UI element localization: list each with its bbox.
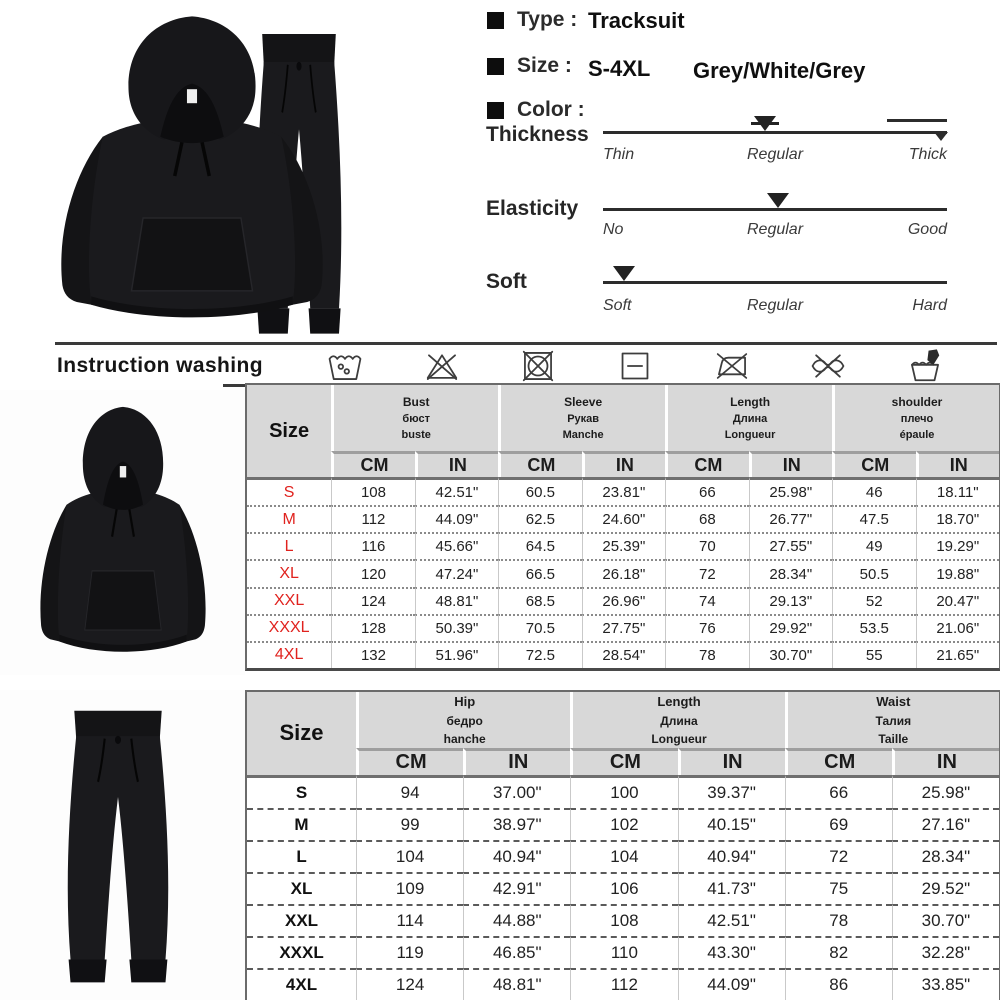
size-cell: M — [247, 505, 331, 532]
value-cell: 108 — [570, 904, 677, 936]
value-cell: 76 — [665, 614, 748, 641]
value-cell: 28.34" — [749, 559, 832, 586]
thickness-label: Thickness — [486, 123, 589, 146]
value-cell: 53.5 — [832, 614, 915, 641]
measurement-label-ru: Рукав — [567, 412, 600, 425]
measurement-header — [570, 692, 784, 748]
table-row — [247, 587, 999, 614]
size-column-header: Size — [247, 692, 356, 775]
value-cell: 66 — [785, 775, 892, 808]
do-not-tumble-dry-icon — [519, 347, 557, 385]
value-cell: 41.73" — [678, 872, 785, 904]
measurement-label-en: shoulder — [891, 394, 943, 409]
value-cell: 46 — [832, 477, 915, 505]
value-cell: 21.06" — [916, 614, 1000, 641]
value-cell: 30.70" — [892, 904, 999, 936]
hoodie-size-table-wrap — [245, 383, 1000, 671]
table-row — [247, 904, 999, 936]
measurement-label-fr: hanche — [443, 731, 486, 746]
value-cell: 75 — [785, 872, 892, 904]
value-cell: 44.09" — [415, 505, 498, 532]
type-row — [487, 8, 577, 32]
value-cell: 18.11" — [916, 477, 1000, 505]
thickness-mid-label: Regular — [746, 146, 804, 163]
measurement-label-en: Length — [730, 394, 771, 409]
value-cell: 29.13" — [749, 587, 832, 614]
square-bullet-icon — [487, 58, 504, 75]
color-note: Grey/White/Grey — [693, 58, 866, 83]
unit-cm-header: CM — [665, 451, 748, 477]
value-cell: 33.85" — [892, 968, 999, 1000]
thickness-marker-crossbar — [751, 122, 779, 125]
value-cell: 30.70" — [749, 641, 832, 668]
soft-right-label: Hard — [912, 297, 947, 314]
value-cell: 45.66" — [415, 532, 498, 559]
value-cell: 25.39" — [582, 532, 665, 559]
thickness-right-label: Thick — [908, 146, 947, 163]
value-cell: 74 — [665, 587, 748, 614]
value-cell: 32.28" — [892, 936, 999, 968]
value-cell: 78 — [785, 904, 892, 936]
size-cell: XL — [247, 559, 331, 586]
value-cell: 124 — [356, 968, 463, 1000]
value-cell: 55 — [832, 641, 915, 668]
color-row — [487, 98, 585, 122]
value-cell: 50.5 — [832, 559, 915, 586]
value-cell: 40.15" — [678, 808, 785, 840]
value-cell: 104 — [356, 840, 463, 872]
value-cell: 19.29" — [916, 532, 1000, 559]
value-cell: 102 — [570, 808, 677, 840]
elasticity-marker-icon — [767, 193, 789, 208]
size-cell: XXL — [247, 904, 356, 936]
value-cell: 112 — [570, 968, 677, 1000]
value-cell: 21.65" — [916, 641, 1000, 668]
value-cell: 29.92" — [749, 614, 832, 641]
value-cell: 51.96" — [415, 641, 498, 668]
value-cell: 27.75" — [582, 614, 665, 641]
value-cell: 68 — [665, 505, 748, 532]
value-cell: 42.51" — [415, 477, 498, 505]
value-cell: 119 — [356, 936, 463, 968]
do-not-wring-icon — [809, 347, 847, 385]
unit-cm-header: CM — [331, 451, 414, 477]
value-cell: 48.81" — [463, 968, 570, 1000]
value-cell: 40.94" — [463, 840, 570, 872]
table-row — [247, 936, 999, 968]
table-row — [247, 505, 999, 532]
soft-left-label: Soft — [603, 297, 632, 314]
size-row — [487, 54, 572, 78]
size-cell: XL — [247, 872, 356, 904]
size-range-value: S-4XL — [588, 56, 651, 81]
table-row — [247, 968, 999, 1000]
unit-in-header: IN — [415, 451, 498, 477]
size-cell: S — [247, 775, 356, 808]
value-cell: 18.70" — [916, 505, 1000, 532]
value-cell: 23.81" — [582, 477, 665, 505]
value-cell: 20.47" — [916, 587, 1000, 614]
size-cell: S — [247, 477, 331, 505]
value-cell: 78 — [665, 641, 748, 668]
unit-cm-header: CM — [498, 451, 581, 477]
table-row — [247, 872, 999, 904]
value-cell: 99 — [356, 808, 463, 840]
pants-size-table-wrap — [245, 690, 1000, 1000]
dry-flat-icon — [616, 347, 654, 385]
value-cell: 72 — [665, 559, 748, 586]
thickness-end-arrow-icon — [934, 132, 948, 141]
value-cell: 25.98" — [892, 775, 999, 808]
table-row — [247, 559, 999, 586]
table-row — [247, 477, 999, 505]
measurement-label-ru: Длина — [660, 713, 698, 728]
value-cell: 26.96" — [582, 587, 665, 614]
value-cell: 26.77" — [749, 505, 832, 532]
thickness-extra-mark — [887, 119, 947, 122]
elasticity-mid-label: Regular — [746, 221, 804, 238]
value-cell: 50.39" — [415, 614, 498, 641]
color-label: Color : — [517, 98, 585, 121]
value-cell: 60.5 — [498, 477, 581, 505]
measurement-label-ru: Длина — [732, 412, 768, 425]
size-cell: M — [247, 808, 356, 840]
hoodie-size-table — [247, 385, 999, 668]
do-not-iron-icon — [713, 347, 751, 385]
table-row — [247, 641, 999, 668]
value-cell: 47.24" — [415, 559, 498, 586]
size-cell: XXXL — [247, 614, 331, 641]
value-cell: 120 — [331, 559, 414, 586]
table-row — [247, 614, 999, 641]
value-cell: 104 — [570, 840, 677, 872]
elasticity-slider — [603, 208, 947, 211]
value-cell: 29.52" — [892, 872, 999, 904]
value-cell: 27.16" — [892, 808, 999, 840]
machine-wash-icon — [326, 347, 364, 385]
hoodie-product-image — [0, 390, 245, 675]
value-cell: 110 — [570, 936, 677, 968]
measurement-header — [665, 385, 832, 451]
elasticity-label: Elasticity — [486, 197, 579, 220]
thickness-scale-labels — [603, 146, 947, 166]
value-cell: 52 — [832, 587, 915, 614]
value-cell: 128 — [331, 614, 414, 641]
square-bullet-icon — [487, 12, 504, 29]
measurement-header — [356, 692, 570, 748]
value-cell: 37.00" — [463, 775, 570, 808]
measurement-label-fr: Taille — [878, 731, 909, 746]
pants-size-table — [247, 692, 999, 1000]
unit-in-header: IN — [892, 748, 999, 775]
value-cell: 39.37" — [678, 775, 785, 808]
unit-cm-header: CM — [832, 451, 915, 477]
size-cell: 4XL — [247, 968, 356, 1000]
size-cell: XXXL — [247, 936, 356, 968]
measurement-label-en: Sleeve — [564, 394, 603, 409]
value-cell: 86 — [785, 968, 892, 1000]
table-row — [247, 840, 999, 872]
value-cell: 70.5 — [498, 614, 581, 641]
value-cell: 42.51" — [678, 904, 785, 936]
thickness-slider — [603, 131, 947, 134]
table-lead-dash — [223, 384, 247, 387]
value-cell: 64.5 — [498, 532, 581, 559]
value-cell: 68.5 — [498, 587, 581, 614]
measurement-label-fr: buste — [401, 429, 431, 441]
washing-title: Instruction washing — [57, 354, 263, 377]
measurement-label-ru: плечо — [900, 412, 934, 425]
value-cell: 26.18" — [582, 559, 665, 586]
value-cell: 70 — [665, 532, 748, 559]
measurement-label-ru: бедро — [446, 713, 483, 728]
value-cell: 72.5 — [498, 641, 581, 668]
value-cell: 62.5 — [498, 505, 581, 532]
soft-marker-icon — [613, 266, 635, 281]
size-cell: 4XL — [247, 641, 331, 668]
value-cell: 66.5 — [498, 559, 581, 586]
unit-in-header: IN — [678, 748, 785, 775]
do-not-bleach-icon — [423, 347, 461, 385]
value-cell: 66 — [665, 477, 748, 505]
measurement-header — [498, 385, 665, 451]
value-cell: 94 — [356, 775, 463, 808]
pants-silhouette — [42, 698, 194, 990]
measurement-label-fr: épaule — [899, 429, 935, 441]
measurement-label-en: Hip — [454, 694, 476, 709]
value-cell: 28.34" — [892, 840, 999, 872]
hoodie-silhouette — [32, 400, 214, 662]
measurement-label-fr: Manche — [562, 429, 604, 441]
elasticity-right-label: Good — [907, 221, 947, 238]
value-cell: 48.81" — [415, 587, 498, 614]
table-row — [247, 775, 999, 808]
value-cell: 100 — [570, 775, 677, 808]
care-icons-row — [326, 345, 944, 387]
size-cell: L — [247, 532, 331, 559]
size-column-header: Size — [247, 385, 331, 477]
unit-cm-header: CM — [785, 748, 892, 775]
measurement-label-ru: Талия — [875, 713, 912, 728]
measurement-header — [331, 385, 498, 451]
unit-cm-header: CM — [570, 748, 677, 775]
unit-cm-header: CM — [356, 748, 463, 775]
value-cell: 109 — [356, 872, 463, 904]
size-cell: L — [247, 840, 356, 872]
size-label: Size : — [517, 54, 572, 77]
measurement-label-en: Bust — [402, 394, 430, 409]
value-cell: 40.94" — [678, 840, 785, 872]
elasticity-scale-labels — [603, 221, 947, 241]
value-cell: 116 — [331, 532, 414, 559]
value-cell: 28.54" — [582, 641, 665, 668]
value-cell: 106 — [570, 872, 677, 904]
measurement-header — [832, 385, 999, 451]
value-cell: 44.09" — [678, 968, 785, 1000]
unit-in-header: IN — [582, 451, 665, 477]
measurement-label-en: Waist — [876, 694, 911, 709]
soft-mid-label: Regular — [746, 297, 804, 314]
value-cell: 25.98" — [749, 477, 832, 505]
value-cell: 82 — [785, 936, 892, 968]
table-row — [247, 808, 999, 840]
soft-label: Soft — [486, 270, 527, 293]
measurement-label-fr: Longueur — [651, 731, 707, 746]
value-cell: 38.97" — [463, 808, 570, 840]
value-cell: 49 — [832, 532, 915, 559]
elasticity-left-label: No — [603, 221, 624, 238]
value-cell: 69 — [785, 808, 892, 840]
value-cell: 46.85" — [463, 936, 570, 968]
measurement-label-en: Length — [657, 694, 701, 709]
unit-in-header: IN — [916, 451, 1000, 477]
type-value: Tracksuit — [588, 8, 685, 33]
hand-wash-icon — [906, 347, 944, 385]
unit-in-header: IN — [749, 451, 832, 477]
size-cell: XXL — [247, 587, 331, 614]
square-bullet-icon — [487, 102, 504, 119]
value-cell: 19.88" — [916, 559, 1000, 586]
pants-product-image — [0, 690, 245, 1000]
value-cell: 24.60" — [582, 505, 665, 532]
type-label: Type : — [517, 8, 578, 31]
value-cell: 27.55" — [749, 532, 832, 559]
hoodie-silhouette — [48, 8, 336, 330]
tracksuit-product-image — [0, 0, 480, 344]
unit-in-header: IN — [463, 748, 570, 775]
value-cell: 124 — [331, 587, 414, 614]
value-cell: 42.91" — [463, 872, 570, 904]
value-cell: 114 — [356, 904, 463, 936]
value-cell: 47.5 — [832, 505, 915, 532]
measurement-label-fr: Longueur — [724, 429, 776, 441]
measurement-label-ru: бюст — [402, 412, 430, 425]
value-cell: 72 — [785, 840, 892, 872]
table-row — [247, 532, 999, 559]
thickness-left-label: Thin — [603, 146, 635, 163]
value-cell: 112 — [331, 505, 414, 532]
value-cell: 43.30" — [678, 936, 785, 968]
measurement-header — [785, 692, 999, 748]
value-cell: 44.88" — [463, 904, 570, 936]
soft-slider — [603, 281, 947, 284]
value-cell: 108 — [331, 477, 414, 505]
value-cell: 132 — [331, 641, 414, 668]
soft-scale-labels — [603, 297, 947, 317]
